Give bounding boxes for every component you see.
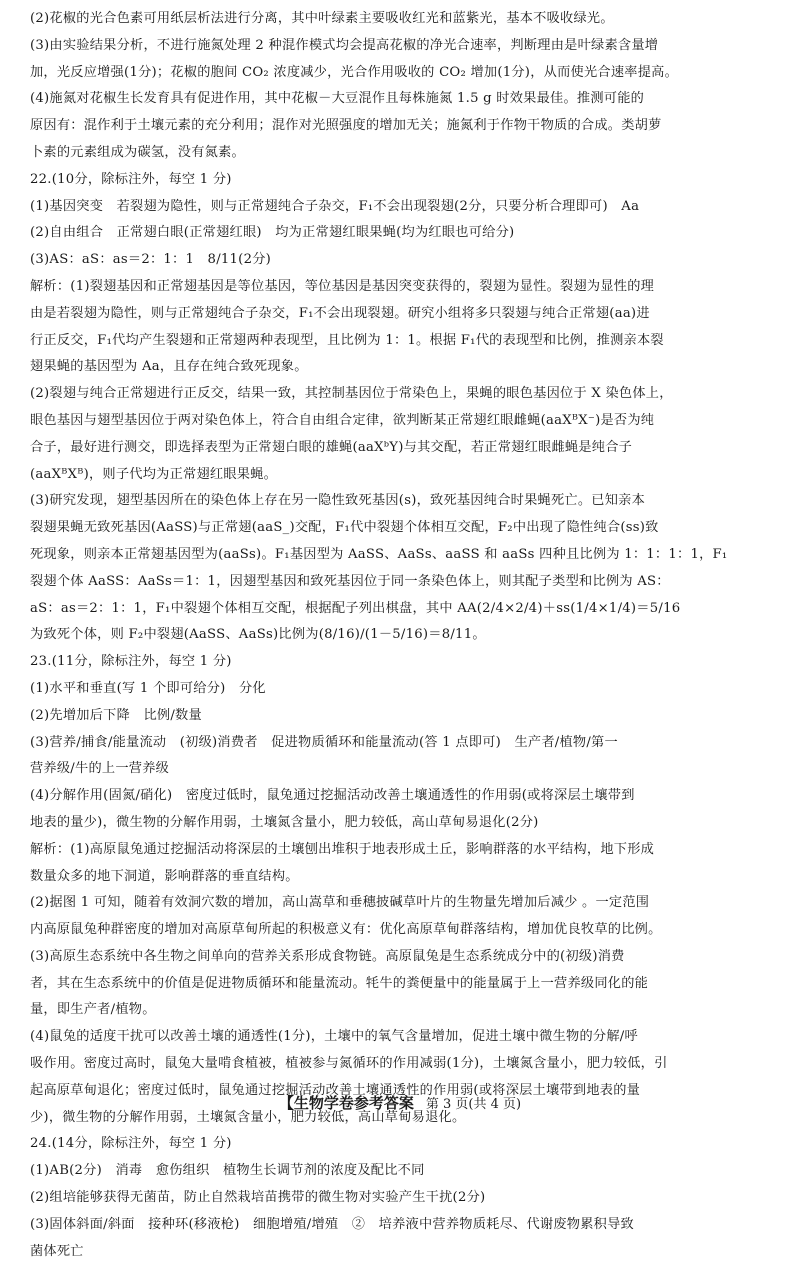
text-line: (aaXᴮXᴮ)，则子代均为正常翅红眼果蝇。 xyxy=(30,466,278,482)
answer-page xyxy=(30,6,772,1265)
text-line: 地表的量少)，微生物的分解作用弱，土壤氮含量小，肥力较低，高山草甸易退化(2分) xyxy=(30,814,539,830)
text-line: (3)AS：aS：as＝2：1：1 8/11(2分) xyxy=(30,252,272,268)
text-line: 死现象，则亲本正常翅基因型为(aaSs)。F₁基因型为 AaSS、AaSs、aaSS 和 aaSs 四种且比例为 1：1：1：1，F₁ xyxy=(30,546,728,562)
page-footer xyxy=(0,1092,800,1113)
text-line: (1)基因突变 若裂翅为隐性，则与正常翅纯合子杂交，F₁不会出现裂翅(2分，只要分析合理即可) Aa xyxy=(30,198,640,214)
text-line: 裂翅果蝇无致死基因(AaSS)与正常翅(aaS_)交配，F₁代中裂翅个体相互交配，F₂中出现了隐性纯合(ss)致 xyxy=(30,520,659,536)
text-line: (4)分解作用(固氮/硝化) 密度过低时，鼠兔通过挖掘活动改善土壤通透性的作用弱(或将深层土壤带到 xyxy=(30,788,635,804)
question-heading: 24.(14分，除标注外，每空 1 分) xyxy=(30,1136,232,1152)
text-line: 吸作用。密度过高时，鼠兔大量啃食植被，植被参与氮循环的作用减弱(1分)，土壤氮含量小，肥力较低，引 xyxy=(30,1056,668,1072)
question-heading: 22.(10分，除标注外，每空 1 分) xyxy=(30,171,232,187)
text-line: 眼色基因与翅型基因位于两对染色体上，符合自由组合定律，欲判断某正常翅红眼雌蝇(aaXᴮX⁻)是否为纯 xyxy=(30,412,655,428)
text-line: (3)由实验结果分析，不进行施氮处理 2 种混作模式均会提高花椒的净光合速率，判断理由是叶绿素含量增 xyxy=(30,37,659,53)
text-line: 解析：(1)裂翅基因和正常翅基因是等位基因，等位基因是基因突变获得的，裂翅为显性。裂翅为显性的理 xyxy=(30,278,655,294)
text-line: 卜素的元素组成为碳氢，没有氮素。 xyxy=(30,144,245,160)
text-line: (3)固体斜面/斜面 接种环(移液枪) 细胞增殖/增殖 ② 培养液中营养物质耗尽、代谢废物累积导致 xyxy=(30,1216,634,1232)
text-line: 营养级/牛的上一营养级 xyxy=(30,761,170,777)
text-line: (2)花椒的光合色素可用纸层析法进行分离，其中叶绿素主要吸收红光和蓝紫光，基本不吸收绿光。 xyxy=(30,11,614,26)
page-number: 第 3 页(共 4 页) xyxy=(425,1097,522,1112)
text-line: (3)研究发现，翅型基因所在的染色体上存在另一隐性致死基因(s)，致死基因纯合时果蝇死亡。已知亲本 xyxy=(30,493,646,509)
text-line: (3)高原生态系统中各生物之间单向的营养关系形成食物链。高原鼠兔是生态系统成分中的(初级)消费 xyxy=(30,948,625,964)
text-line: 菌体死亡 xyxy=(30,1243,84,1259)
text-line: 者，其在生态系统中的价值是促进物质循环和能量流动。牦牛的粪便量中的能量属于上一营养级同化的能 xyxy=(30,975,649,991)
text-line: (1)水平和垂直(写 1 个即可给分) 分化 xyxy=(30,680,266,696)
text-line: 量，即生产者/植物。 xyxy=(30,1002,156,1018)
text-line: 起高原草甸退化；密度过低时，鼠兔通过挖掘活动改善土壤通透性的作用弱(或将深层土壤带到地表的量 xyxy=(30,1082,641,1098)
footer-title: 【生物学卷参考答案 xyxy=(278,1094,414,1112)
text-line: (4)施氮对花椒生长发育具有促进作用，其中花椒－大豆混作且每株施氮 1.5 g 时效果最佳。推测可能的 xyxy=(30,91,645,107)
text-line: (2)裂翅与纯合正常翅进行正反交，结果一致，其控制基因位于常染色上，果蝇的眼色基因位于 X 染色体上， xyxy=(30,386,673,402)
text-line: 解析：(1)高原鼠兔通过挖掘活动将深层的土壤刨出堆积于地表形成土丘，影响群落的水平结构，地下形成 xyxy=(30,841,655,857)
text-line: (4)鼠兔的适度干扰可以改善土壤的通透性(1分)，土壤中的氧气含量增加，促进土壤中微生物的分解/呼 xyxy=(30,1029,638,1045)
text-line: (2)自由组合 正常翅白眼(正常翅红眼) 均为正常翅红眼果蝇(均为红眼也可给分) xyxy=(30,225,515,241)
text-line: (1)AB(2分) 消毒 愈伤组织 植物生长调节剂的浓度及配比不同 xyxy=(30,1163,425,1179)
text-line: 行正反交，F₁代均产生裂翅和正常翅两种表现型，且比例为 1：1。根据 F₁代的表现型和比例，推测亲本裂 xyxy=(30,332,664,348)
text-line: (2)组培能够获得无菌苗，防止自然栽培苗携带的微生物对实验产生干扰(2分) xyxy=(30,1190,486,1206)
text-line: (3)营养/捕食/能量流动 (初级)消费者 促进物质循环和能量流动(答 1 点即可) 生产者/植物/第一 xyxy=(30,734,618,750)
text-line: aS：as＝2：1：1，F₁中裂翅个体相互交配，根据配子列出棋盘，其中 AA(2/4×2/4)＋ss(1/4×1/4)＝5/16 xyxy=(30,600,681,616)
text-line: 内高原鼠兔种群密度的增加对高原草甸所起的积极意义有：优化高原草甸群落结构，增加优良牧草的比例。 xyxy=(30,922,662,938)
text-line: 合子，最好进行测交，即选择表型为正常翅白眼的雄蝇(aaXᵇY)与其交配，若正常翅红眼雌蝇是纯合子 xyxy=(30,439,633,455)
text-line: 加，光反应增强(1分)；花椒的胞间 CO₂ 浓度减少，光合作用吸收的 CO₂ 增加(1分)，从而使光合速率提高。 xyxy=(30,64,679,80)
text-line: 由是若裂翅为隐性，则与正常翅纯合子杂交，F₁不会出现裂翅。研究小组将多只裂翅与纯合正常翅(aa)进 xyxy=(30,305,650,321)
text-line: 翅果蝇的基因型为 Aa，且存在纯合致死现象。 xyxy=(30,359,308,375)
text-line: 少)，微生物的分解作用弱，土壤氮含量小，肥力较低，高山草甸易退化。 xyxy=(30,1109,466,1125)
text-line: 为致死个体，则 F₂中裂翅(AaSS、AaSs)比例为(8/16)/(1－5/16)＝8/11。 xyxy=(30,627,486,643)
text-line: 原因有：混作利于土壤元素的充分利用；混作对光照强度的增加无关；施氮利于作物干物质的合成。类胡萝 xyxy=(30,118,662,134)
question-heading: 23.(11分，除标注外，每空 1 分) xyxy=(30,654,232,670)
text-line: (2)据图 1 可知，随着有效洞穴数的增加，高山嵩草和垂穗披碱草叶片的生物量先增加后减少 。一定范围 xyxy=(30,895,650,911)
text-line: (2)先增加后下降 比例/数量 xyxy=(30,707,202,723)
text-line: 裂翅个体 AaSS：AaSs＝1：1，因翅型基因和致死基因位于同一条染色体上，则其配子类型和比例为 AS： xyxy=(30,573,670,589)
text-line: 数量众多的地下洞道，影响群落的垂直结构。 xyxy=(30,868,299,884)
